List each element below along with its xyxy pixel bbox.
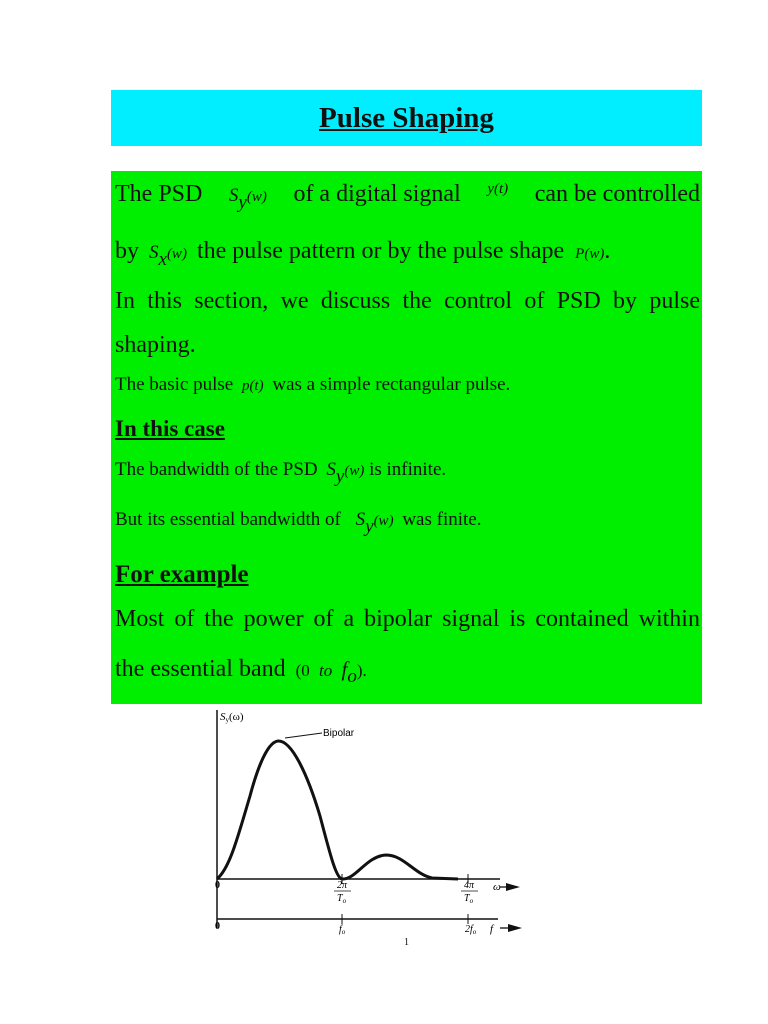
- math-pt: p(t): [241, 378, 264, 394]
- math-band: (0 to fo).: [295, 657, 367, 687]
- bipolar-psd-figure: [200, 706, 530, 938]
- svg-text:4π: 4π: [464, 880, 475, 891]
- math-sy-w: Sy(w): [326, 459, 365, 487]
- page-title: Pulse Shaping: [319, 101, 494, 134]
- math-sx-w: $S_x(w)$: [149, 242, 187, 270]
- heading-in-this-case: In this case: [115, 416, 225, 441]
- omega-tick-4pi: [461, 880, 478, 905]
- origin-label-top: 0: [215, 880, 220, 891]
- f-axis-label: f: [490, 923, 494, 935]
- f-tick-fo: $f_o$: [339, 924, 346, 936]
- content-box: [111, 171, 702, 704]
- paragraph-psd-line2: by $S_x(w)$ the pulse pattern or by the pulse shape P(w).: [115, 238, 611, 270]
- omega-axis-label: ω: [493, 881, 501, 893]
- math-pw: P(w): [575, 246, 605, 262]
- f-tick-2fo: $2f_o$: [465, 924, 477, 936]
- math-yt: y(t): [487, 181, 509, 197]
- page-number: 1: [404, 937, 409, 948]
- curve-label-bipolar: Bipolar: [323, 728, 355, 739]
- origin-label-bottom: 0: [215, 921, 220, 932]
- paragraph-bipolar-line1: Most of the power of a bipolar signal is contained within: [115, 606, 700, 632]
- math-sy-w: Sy(w): [355, 509, 394, 537]
- paragraph-basic-pulse: The basic pulse p(t) was a simple rectangular pulse.: [115, 374, 511, 395]
- heading-for-example: For example: [115, 561, 249, 588]
- svg-text:To: $T_o$: [464, 893, 474, 905]
- paragraph-essential-bandwidth: But its essential bandwidth of Sy(w) was finite.: [115, 509, 482, 537]
- paragraph-section-line2: shaping.: [115, 332, 196, 358]
- math-sy-w: $S_y(w)$: [228, 185, 267, 213]
- title-banner: [111, 90, 702, 146]
- svg-text:To: $T_o$: [337, 893, 347, 905]
- paragraph-bandwidth-infinite: The bandwidth of the PSD Sy(w) is infinite.: [115, 459, 447, 487]
- paragraph-bipolar-line2: the essential band (0 to fo).: [115, 656, 367, 687]
- svg-text:2π: 2π: [337, 880, 348, 891]
- paragraph-psd-line1: The PSD $S_y(w)$ of a digital signal y(t) can be controlled: [115, 181, 700, 213]
- y-axis-label: Sy(ω): [220, 711, 244, 724]
- omega-tick-2pi: [334, 880, 351, 905]
- bipolar-psd-curve: [217, 741, 458, 879]
- paragraph-section-line1: In this section, we discuss the control of PSD by pulse: [115, 288, 700, 314]
